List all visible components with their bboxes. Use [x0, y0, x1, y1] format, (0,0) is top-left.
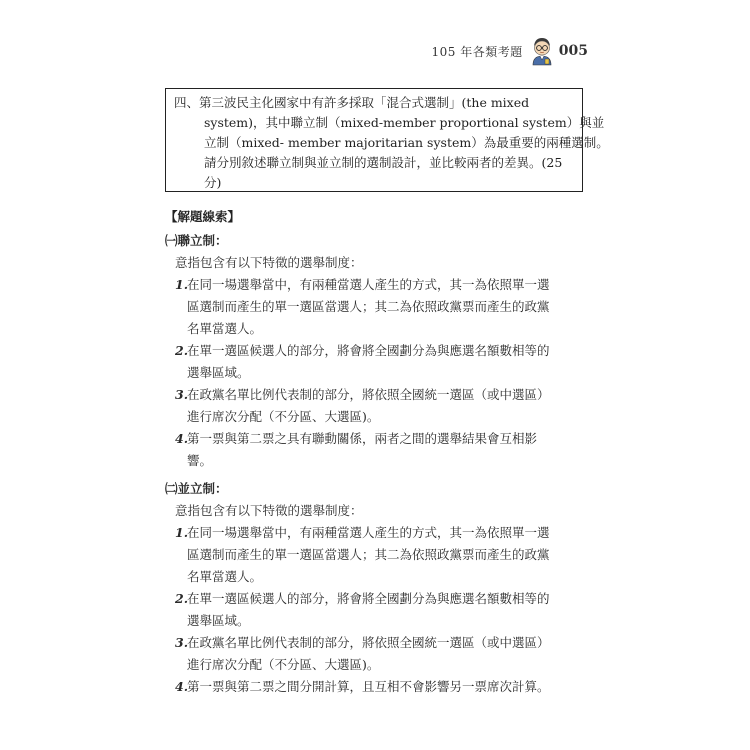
answer-hint-heading: 【解題線索】 [165, 209, 241, 224]
list-item [165, 384, 590, 428]
item-line: 在同一場選舉當中，有兩種當選人產生的方式，其一為依照單一選 [187, 525, 550, 540]
question-box [165, 88, 609, 192]
question-line: 四、第三波民主化國家中有許多採取「混合式選制」(the mixed [174, 95, 530, 110]
answer-content [165, 230, 590, 698]
page-header [432, 36, 588, 66]
item-number: 2. [175, 343, 189, 358]
item-number: 1. [175, 525, 189, 540]
list-item [165, 588, 590, 632]
list-item [165, 340, 590, 384]
item-line: 區選制而產生的單一選區當選人；其二為依照政黨票而產生的政黨 [187, 299, 550, 314]
item-number: 3. [175, 387, 189, 402]
chapter-title: 105 年各類考題 [431, 44, 523, 59]
item-line: 在政黨名單比例代表制的部分，將依照全國統一選區（或中選區） [187, 635, 550, 650]
item-line: 名單當選人。 [187, 569, 263, 584]
item-line: 在同一場選舉當中，有兩種當選人產生的方式，其一為依照單一選 [187, 277, 550, 292]
item-number: 2. [175, 591, 189, 606]
item-line: 在單一選區候選人的部分，將會將全國劃分為與應選名額數相等的 [187, 343, 550, 358]
section-title-mmm: ㈡並立制： [165, 481, 228, 496]
page-number: 005 [558, 43, 588, 59]
item-line: 第一票與第二票之具有聯動關係，兩者之間的選舉結果會互相影 [187, 431, 538, 446]
item-line: 在政黨名單比例代表制的部分，將依照全國統一選區（或中選區） [187, 387, 550, 402]
section-intro: 意指包含有以下特徵的選舉制度： [175, 255, 363, 270]
list-item [165, 676, 590, 698]
question-line: 立制（mixed- member majoritarian system）為最重要的兩種選制。 [204, 135, 609, 150]
item-line: 進行席次分配（不分區、大選區)。 [187, 409, 380, 424]
list-item [165, 274, 590, 340]
item-line: 選舉區域。 [187, 365, 250, 380]
item-line: 名單當選人。 [187, 321, 263, 336]
item-line: 第一票與第二票之間分開計算，且互相不會影響另一票席次計算。 [187, 679, 550, 694]
item-number: 1. [175, 277, 189, 292]
item-line: 響。 [187, 453, 213, 468]
item-number: 4. [175, 431, 189, 446]
item-line: 在單一選區候選人的部分，將會將全國劃分為與應選名額數相等的 [187, 591, 550, 606]
question-line: 請分別敘述聯立制與並立制的選制設計，並比較兩者的差異。(25 [204, 155, 563, 170]
list-item [165, 522, 590, 588]
item-line: 區選制而產生的單一選區當選人；其二為依照政黨票而產生的政黨 [187, 547, 550, 562]
question-line: 分) [204, 175, 222, 190]
item-line: 選舉區域。 [187, 613, 250, 628]
student-mascot-icon [529, 36, 555, 66]
section-title-mmp: ㈠聯立制： [165, 233, 228, 248]
list-item [165, 632, 590, 676]
section-intro: 意指包含有以下特徵的選舉制度： [175, 503, 363, 518]
item-number: 4. [175, 679, 189, 694]
question-line: system)，其中聯立制（mixed-member proportional system）與並 [204, 115, 605, 130]
item-line: 進行席次分配（不分區、大選區)。 [187, 657, 380, 672]
item-number: 3. [175, 635, 189, 650]
list-item [165, 428, 590, 472]
